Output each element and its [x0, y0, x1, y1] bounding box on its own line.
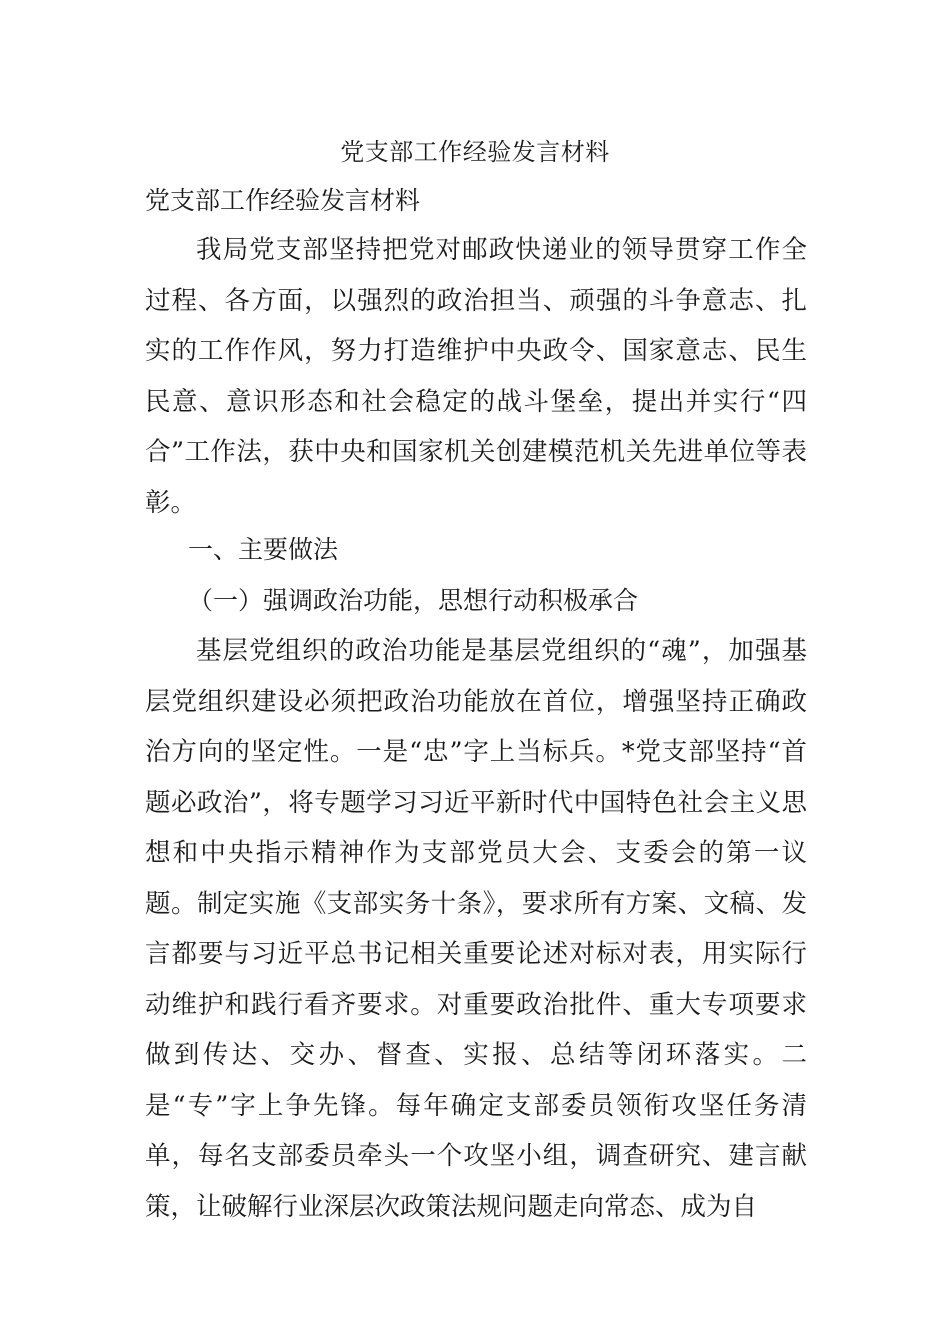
section-heading-main-practices: 一、主要做法	[188, 535, 339, 564]
body-paragraph-political-function: 基层党组织的政治功能是基层党组织的“魂”，加强基层党组织建设必须把政治功能放在首位，增强坚持正确政治方向的坚定性。一是“忠”字上当标兵。*党支部坚持“首题必政治”，将专题学习习近平新时代中国特色社会主义思想和中央指示精神作为支部党员大会、支委会的第一议题。制定实施《支部实务十条》，要求所有方案、文稿、发言都要与习近平总书记相关重要论述对标对表，用实际行动维护和践行看齐要求。对重要政治批件、重大专项要求做到传达、交办、督查、实报、总结等闭环落实。二是“专”字上争先锋。每年确定支部委员领衔攻坚任务清单，每名支部委员牵头一个攻坚小组，调查研究、建言献策，让破解行业深层次政策法规问题走向常态、成为自	[145, 636, 807, 1222]
intro-paragraph: 我局党支部坚持把党对邮政快递业的领导贯穿工作全过程、各方面，以强烈的政治担当、顽强的斗争意志、扎实的工作作风，努力打造维护中央政令、国家意志、民生民意、意识形态和社会稳定的战斗堡垒，提出并实行“四合”工作法，获中央和国家机关创建模范机关先进单位等表彰。	[145, 235, 807, 518]
document-title: 党支部工作经验发言材料	[340, 138, 610, 166]
subsection-heading-political-function: （一）强调政治功能，思想行动积极承合	[188, 586, 639, 615]
document-subtitle: 党支部工作经验发言材料	[145, 186, 421, 215]
